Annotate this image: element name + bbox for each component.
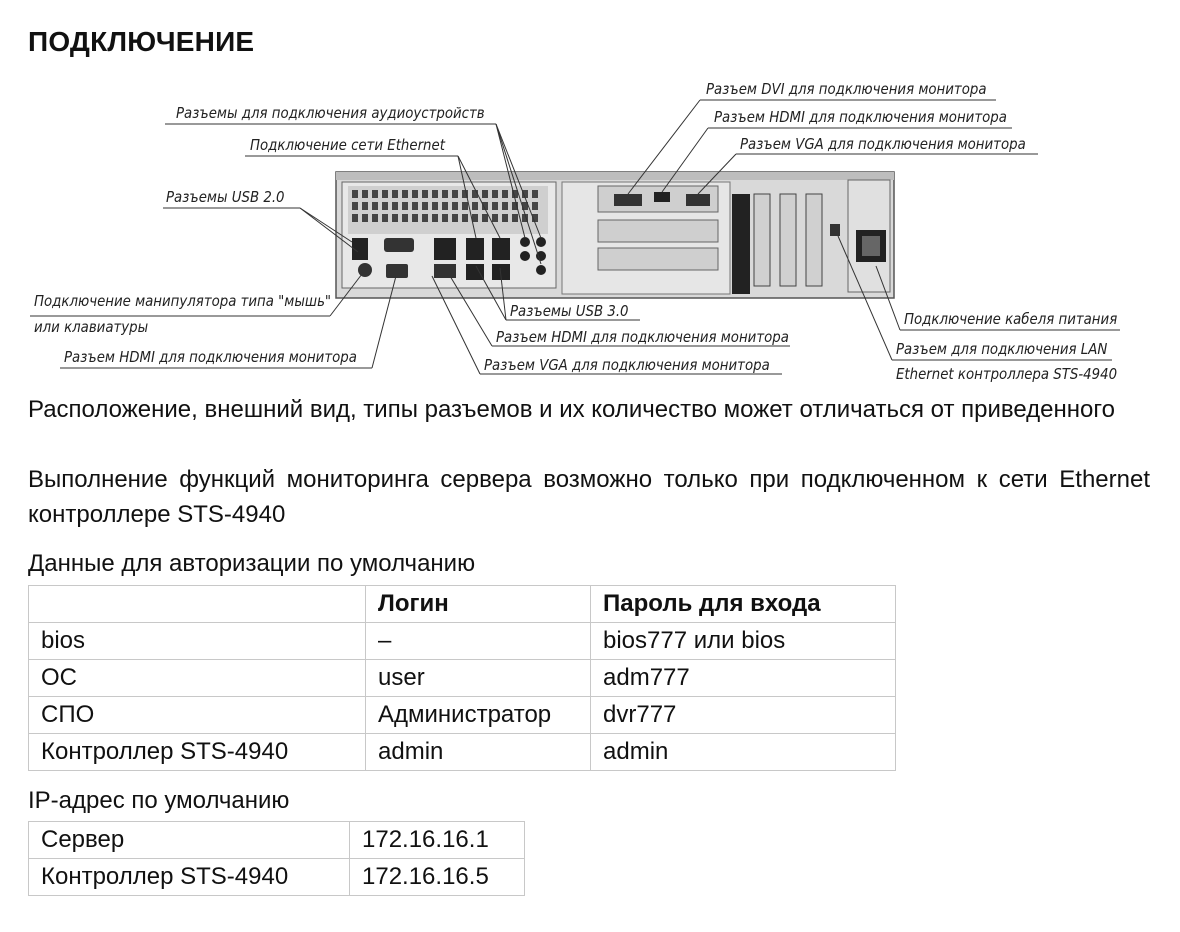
table-header-cell: Пароль для входа	[591, 586, 896, 623]
note-paragraph-monitoring: Выполнение функций мониторинга сервера возможно только при подключенном к сети Ethernet контроллере STS-4940	[28, 466, 1150, 528]
table-row	[29, 697, 896, 734]
table-header-cell: Логин	[366, 586, 591, 623]
table-cell: Контроллер STS-4940	[29, 734, 366, 771]
table-row	[29, 822, 525, 859]
server-rear-panel-figure	[0, 70, 1180, 388]
table-header-cell	[29, 586, 366, 623]
callout-dvi: Разъем DVI для подключения монитора	[706, 80, 987, 98]
callout-hdmi-left: Разъем HDMI для подключения монитора	[64, 348, 357, 366]
table-cell: 172.16.16.1	[350, 822, 525, 859]
ip-table-caption: IP-адрес по умолчанию	[28, 787, 290, 814]
callout-ethernet: Подключение сети Ethernet	[250, 136, 445, 154]
table-cell: admin	[591, 734, 896, 771]
callout-audio: Разъемы для подключения аудиоустройств	[176, 104, 485, 122]
table-cell: admin	[366, 734, 591, 771]
callout-mouse-keyboard-line2: или клавиатуры	[34, 318, 149, 336]
table-cell: Контроллер STS-4940	[29, 859, 350, 896]
table-cell: dvr777	[591, 697, 896, 734]
page-title: ПОДКЛЮЧЕНИЕ	[28, 26, 255, 57]
table-row	[29, 623, 896, 660]
ip-table	[28, 821, 525, 896]
callout-usb2: Разъемы USB 2.0	[166, 188, 285, 206]
callout-lan: Разъем для подключения LAN	[896, 340, 1108, 358]
callout-lan-line2: Ethernet контроллера STS-4940	[896, 365, 1118, 383]
callout-usb3: Разъемы USB 3.0	[510, 302, 629, 320]
auth-table-caption: Данные для авторизации по умолчанию	[28, 550, 476, 577]
table-cell: 172.16.16.5	[350, 859, 525, 896]
table-cell: ОС	[29, 660, 366, 697]
table-header-row	[29, 586, 896, 623]
table-row	[29, 859, 525, 896]
table-row	[29, 660, 896, 697]
note-paragraph-appearance: Расположение, внешний вид, типы разъемов и их количество может отличаться от приведенного	[28, 396, 1115, 423]
auth-table	[28, 585, 896, 771]
table-cell: adm777	[591, 660, 896, 697]
callout-vga-mid: Разъем VGA для подключения монитора	[484, 356, 770, 374]
table-cell: bios777 или bios	[591, 623, 896, 660]
table-cell: –	[366, 623, 591, 660]
table-row	[29, 734, 896, 771]
table-cell: user	[366, 660, 591, 697]
table-cell: bios	[29, 623, 366, 660]
callout-power: Подключение кабеля питания	[904, 310, 1118, 328]
callout-hdmi-mid: Разъем HDMI для подключения монитора	[496, 328, 789, 346]
callout-mouse-keyboard: Подключение манипулятора типа "мышь"	[34, 292, 332, 310]
table-cell: Администратор	[366, 697, 591, 734]
callout-vga-top: Разъем VGA для подключения монитора	[740, 135, 1026, 153]
callout-hdmi-top: Разъем HDMI для подключения монитора	[714, 108, 1007, 126]
table-cell: СПО	[29, 697, 366, 734]
table-cell: Сервер	[29, 822, 350, 859]
